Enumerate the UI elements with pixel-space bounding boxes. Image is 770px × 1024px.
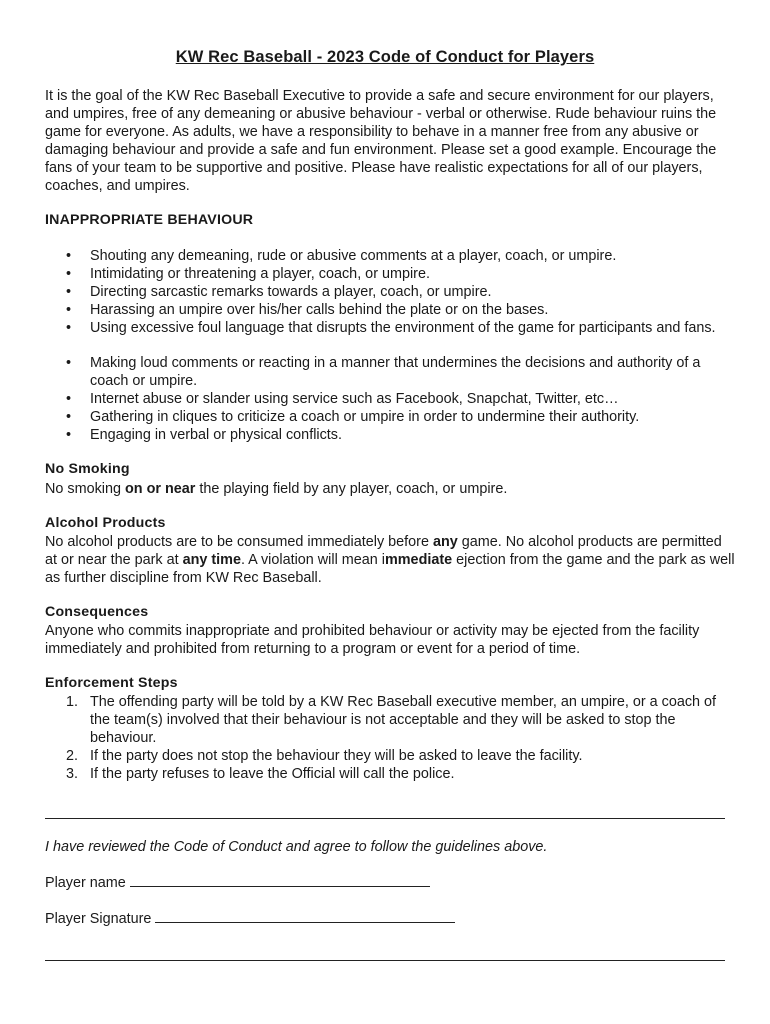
bullet-text: Using excessive foul language that disrupts the environment of the game for participants and fans. <box>90 320 716 336</box>
bullet-marker: • <box>66 266 72 282</box>
alcohol-emphasis-immediate: mmediate <box>384 552 453 569</box>
step-text: If the party refuses to leave the Official will call the police. <box>90 766 455 782</box>
smoking-text-a: No smoking <box>45 481 125 497</box>
bullet-marker: • <box>66 320 72 336</box>
bullet-marker: • <box>66 302 72 318</box>
bullet-text: Intimidating or threatening a player, coach, or umpire. <box>90 266 430 282</box>
bullet-text: Harassing an umpire over his/her calls behind the plate or on the bases. <box>90 302 549 318</box>
step-number: 3. <box>66 766 79 782</box>
bullet-text: Making loud comments or reacting in a manner that undermines the decisions and authority of a coach or umpire. <box>90 355 701 390</box>
player-signature-field[interactable] <box>45 910 455 927</box>
player-signature-label: Player Signature <box>45 911 152 927</box>
divider-bottom <box>45 960 725 961</box>
alcohol-emphasis-any-time: any time <box>182 552 241 569</box>
player-name-label: Player name <box>45 875 126 891</box>
bullet-marker: • <box>66 409 72 425</box>
alcohol-text-c: game. No alcohol products are permitted at or near the park at <box>45 534 722 569</box>
intro-paragraph: It is the goal of the KW Rec Baseball Executive to provide a safe and secure environment for our players, and umpires, free of any demeaning or abusive behaviour - verbal or otherwise. Rude behaviour ruins the game for everyone. As adults, we have a responsibility to behave in a manner free from any abusive or damaging behaviour and provide a safe and fun environment. Please set a good example. Encourage the fans of your team to be supportive and positive. Please have realistic expectations for all of our players, coaches, and umpires. <box>45 88 717 195</box>
smoking-emphasis: on or near <box>124 481 196 497</box>
bullet-text: Directing sarcastic remarks towards a player, coach, or umpire. <box>90 284 492 300</box>
divider-top <box>45 818 725 819</box>
step-text: The offending party will be told by a KW Rec Baseball executive member, an umpire, or a coach of the team(s) involved that their behaviour is not acceptable and they will be asked to stop the behaviour. <box>90 694 717 747</box>
alcohol-text <box>45 533 735 587</box>
player-name-field[interactable] <box>45 874 430 891</box>
bullet-marker: • <box>66 248 72 264</box>
inappropriate-heading: INAPPROPRIATE BEHAVIOUR <box>45 212 254 228</box>
consequences-text: Anyone who commits inappropriate and prohibited behaviour or activity may be ejected from the facility immediately and prohibited from returning to a program or event for a period of time. <box>45 623 700 658</box>
bullet-text: Engaging in verbal or physical conflicts. <box>90 427 342 443</box>
bullet-marker: • <box>66 284 72 300</box>
step-number: 1. <box>66 694 79 710</box>
bullet-marker: • <box>66 355 72 371</box>
alcohol-text-g: ejection from the game and the park as well as further discipline from KW Rec Baseball. <box>45 552 735 587</box>
bullet-text: Shouting any demeaning, rude or abusive comments at a player, coach, or umpire. <box>90 248 617 264</box>
step-text: If the party does not stop the behaviour they will be asked to leave the facility. <box>90 748 583 764</box>
player-signature-line[interactable] <box>155 910 455 923</box>
consequences-heading: Consequences <box>45 604 149 620</box>
agreement-statement: I have reviewed the Code of Conduct and agree to follow the guidelines above. <box>45 839 548 855</box>
no-smoking-text <box>45 480 735 498</box>
step-number: 2. <box>66 748 79 764</box>
enforcement-heading: Enforcement Steps <box>45 675 178 691</box>
alcohol-heading: Alcohol Products <box>45 515 166 531</box>
alcohol-text-a: No alcohol products are to be consumed immediately before <box>45 534 433 550</box>
no-smoking-heading: No Smoking <box>45 461 130 477</box>
alcohol-text-e: . A violation will mean i <box>240 552 385 569</box>
bullet-text: Gathering in cliques to criticize a coach or umpire in order to undermine their authority. <box>90 409 640 425</box>
player-name-line[interactable] <box>130 874 430 887</box>
bullet-marker: • <box>66 391 72 407</box>
bullet-marker: • <box>66 427 72 443</box>
alcohol-emphasis-any: any <box>432 534 458 550</box>
bullet-text: Internet abuse or slander using service such as Facebook, Snapchat, Twitter, etc… <box>90 391 619 407</box>
document-title: KW Rec Baseball - 2023 Code of Conduct for Players <box>175 48 595 66</box>
smoking-text-c: the playing field by any player, coach, or umpire. <box>195 481 508 497</box>
